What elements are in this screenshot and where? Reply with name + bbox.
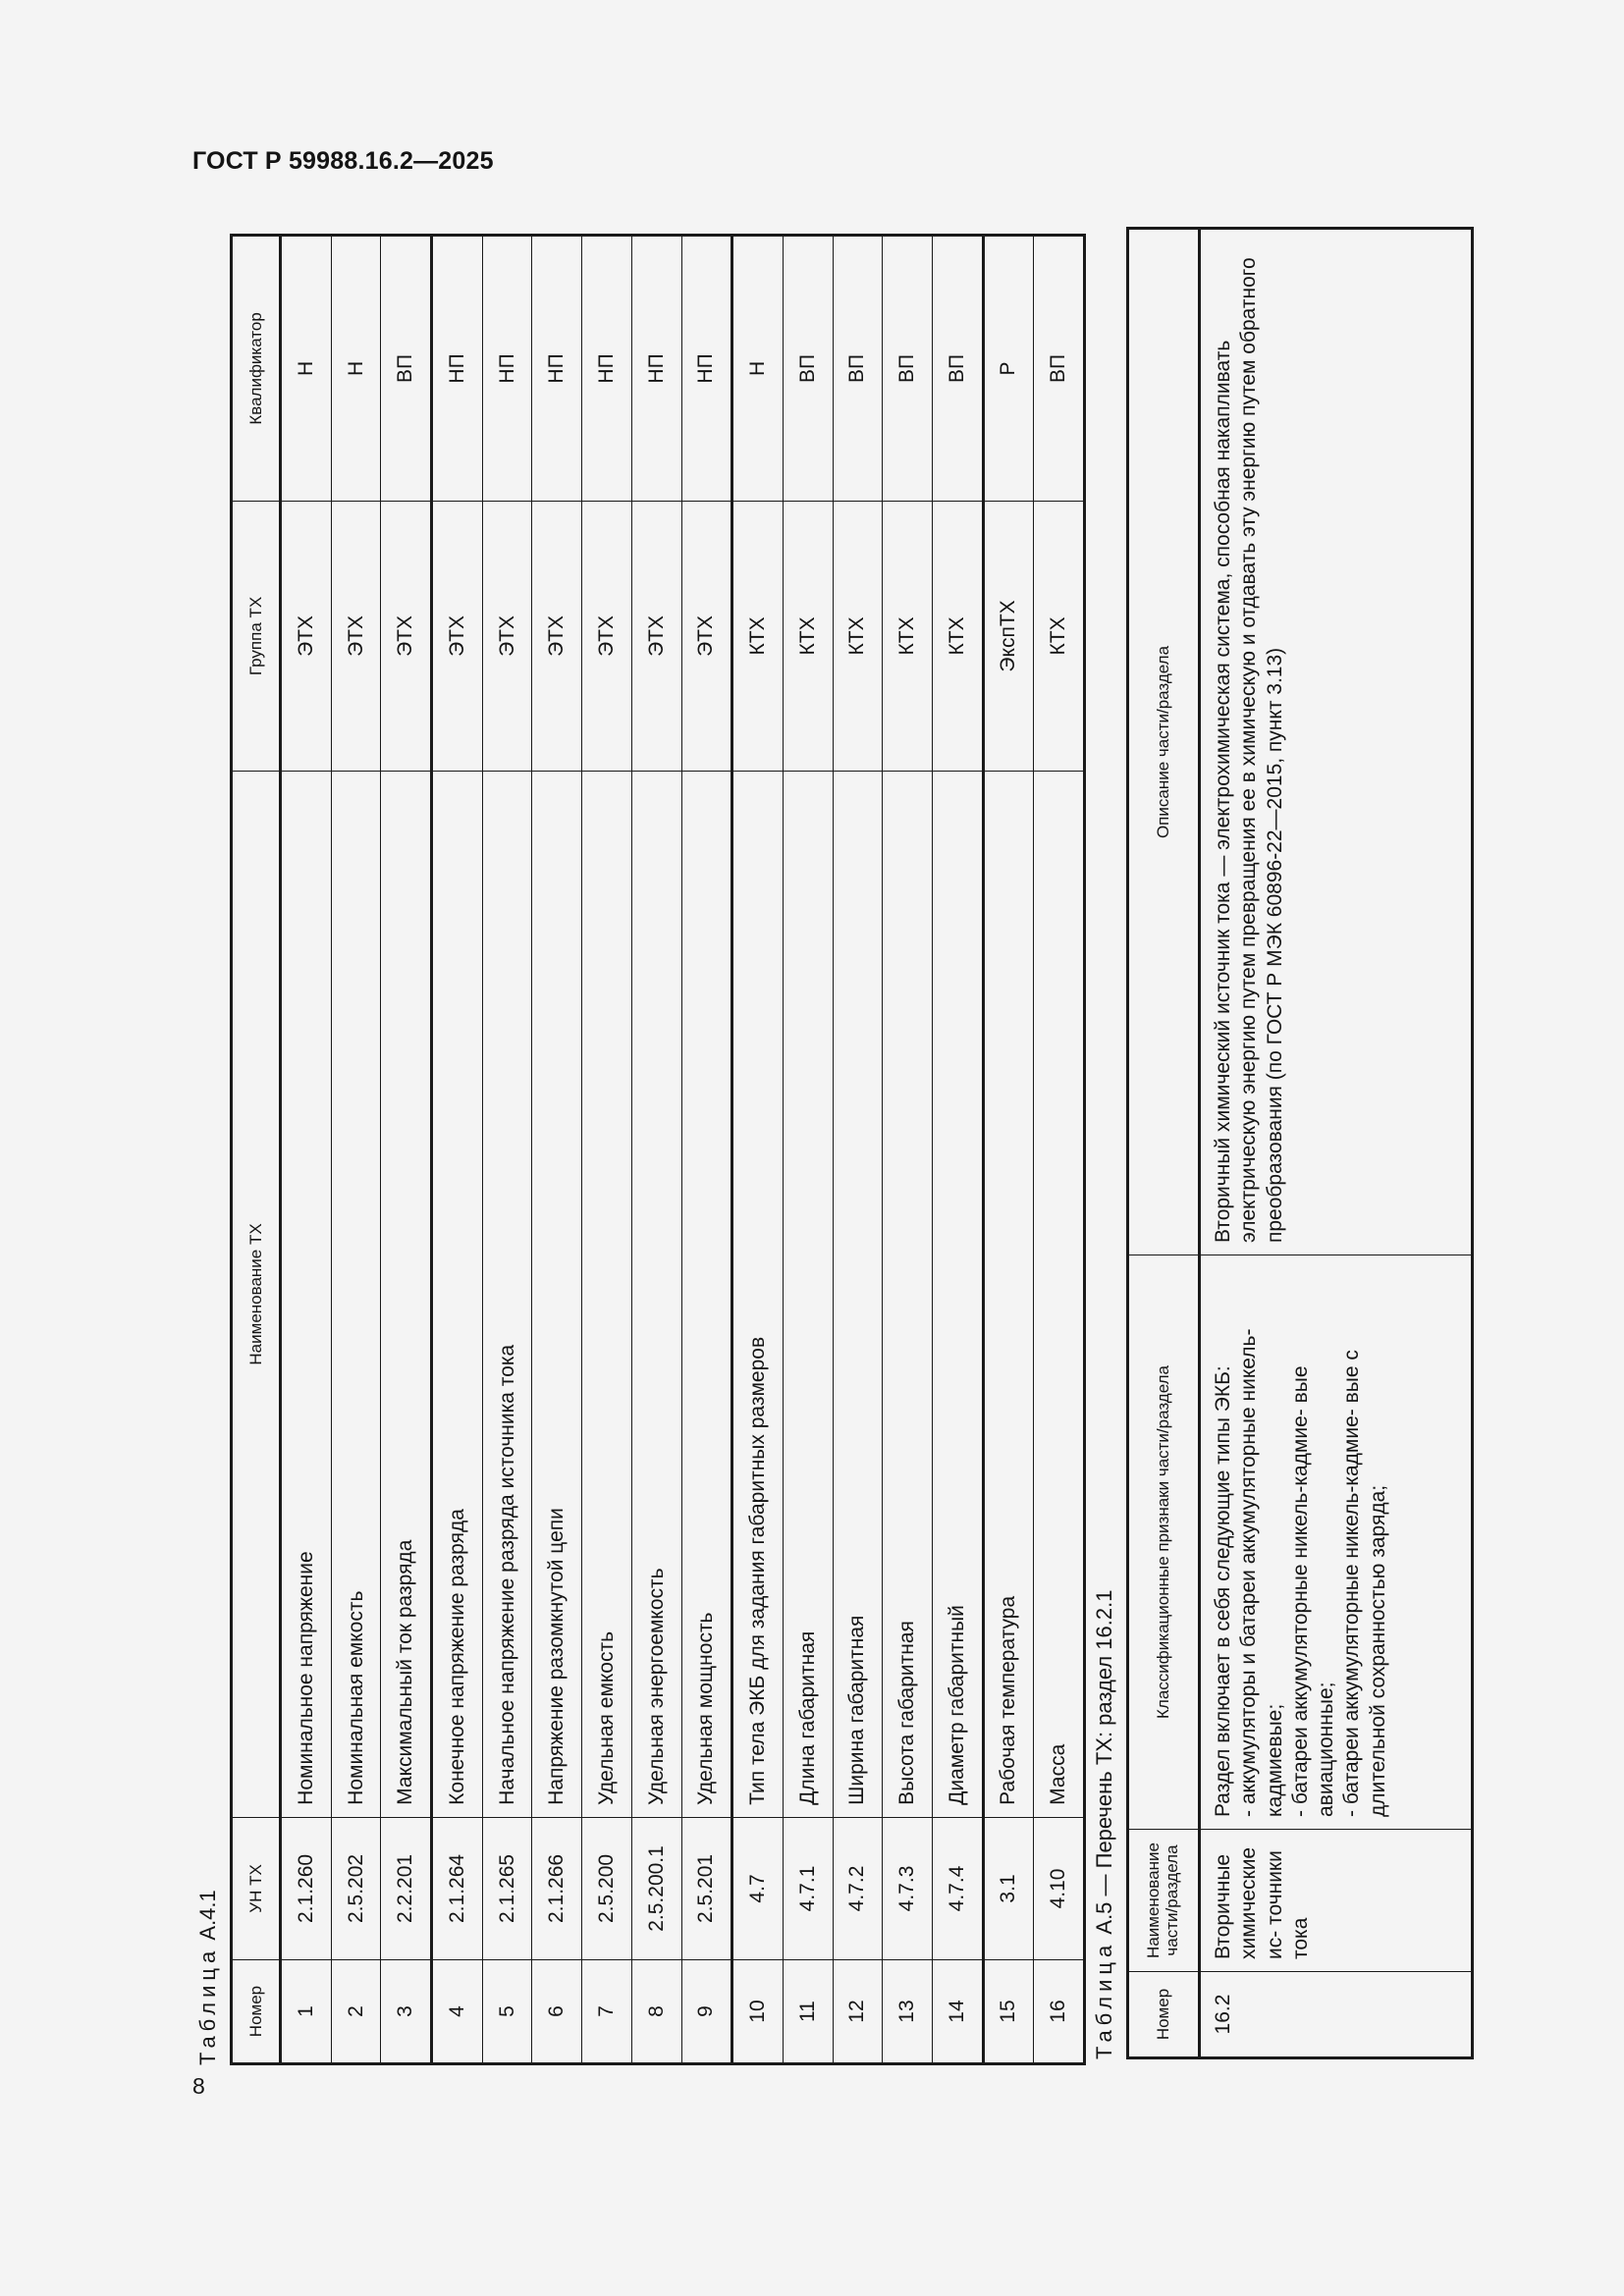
feature-line: Раздел включает в себя следующие типы ЭКБ:: [1212, 1365, 1234, 1817]
table-a41: [230, 234, 1086, 2065]
cell-number: 2: [331, 1960, 381, 2064]
cell-qualifier: ВП: [1034, 236, 1085, 502]
cell-name: Удельная мощность: [681, 772, 732, 1818]
cell-name: Диаметр габаритный: [932, 772, 983, 1818]
cell-code: 2.5.200: [582, 1817, 632, 1959]
col-header-features: Классификационные признаки части/раздела: [1128, 1255, 1200, 1830]
cell-name: Рабочая температура: [983, 772, 1034, 1818]
col-header-description: Описание части/раздела: [1128, 229, 1200, 1255]
cell-number: 14: [932, 1960, 983, 2064]
col-header-qualifier: Квалификатор: [232, 236, 281, 502]
cell-name: Начальное напряжение разряда источника тока: [482, 772, 532, 1818]
col-header-code: УН ТХ: [232, 1817, 281, 1959]
cell-number: 12: [833, 1960, 883, 2064]
cell-code: 2.2.201: [381, 1817, 432, 1959]
cell-number: 5: [482, 1960, 532, 2064]
cell-name: Тип тела ЭКБ для задания габаритных размеров: [732, 772, 784, 1818]
table-row: [432, 236, 483, 2064]
cell-features: [1200, 1255, 1473, 1830]
cell-name: Номинальное напряжение: [281, 772, 332, 1818]
table-row: [532, 236, 582, 2064]
cell-qualifier: НП: [681, 236, 732, 502]
cell-name: Номинальная емкость: [331, 772, 381, 1818]
table-row: [681, 236, 732, 2064]
cell-number: 16: [1034, 1960, 1085, 2064]
cell-qualifier: Р: [983, 236, 1034, 502]
cell-name: Масса: [1034, 772, 1085, 1818]
table-a41-body: [281, 236, 1085, 2064]
cell-code: 4.10: [1034, 1817, 1085, 1959]
cell-qualifier: НП: [482, 236, 532, 502]
cell-group: КТХ: [732, 501, 784, 771]
table-row: [1200, 229, 1473, 2058]
cell-group: ЭТХ: [631, 501, 681, 771]
caption-number: А.4.1: [195, 1890, 220, 1941]
cell-number: 7: [582, 1960, 632, 2064]
table-row: [331, 236, 381, 2064]
col-header-part-name: Наименование части/раздела: [1128, 1830, 1200, 1972]
cell-code: 2.1.260: [281, 1817, 332, 1959]
cell-qualifier: ВП: [883, 236, 933, 502]
cell-code: 4.7.2: [833, 1817, 883, 1959]
table-row: [783, 236, 833, 2064]
cell-group: ЭТХ: [582, 501, 632, 771]
table-row: [381, 236, 432, 2064]
cell-group: КТХ: [783, 501, 833, 771]
cell-group: ЭТХ: [681, 501, 732, 771]
feature-line: - аккумуляторы и батареи аккумуляторные никель-кадмиевые;: [1237, 1328, 1286, 1817]
cell-code: 4.7.3: [883, 1817, 933, 1959]
cell-group: КТХ: [833, 501, 883, 771]
cell-number: 11: [783, 1960, 833, 2064]
cell-group: КТХ: [1034, 501, 1085, 771]
cell-code: 2.5.201: [681, 1817, 732, 1959]
cell-group: ЭТХ: [331, 501, 381, 771]
table-header-row: [232, 236, 281, 2064]
cell-name: Длина габаритная: [783, 772, 833, 1818]
table-row: [732, 236, 784, 2064]
table-a41-caption: [187, 234, 230, 2065]
cell-code: 4.7.1: [783, 1817, 833, 1959]
cell-number: 6: [532, 1960, 582, 2064]
cell-number: 13: [883, 1960, 933, 2064]
col-header-number: Номер: [1128, 1972, 1200, 2058]
cell-qualifier: ВП: [783, 236, 833, 502]
cell-name: Напряжение разомкнутой цепи: [532, 772, 582, 1818]
col-header-number: Номер: [232, 1960, 281, 2064]
cell-number: 3: [381, 1960, 432, 2064]
col-header-name: Наименование ТХ: [232, 772, 281, 1818]
cell-number: 9: [681, 1960, 732, 2064]
cell-code: 2.5.200.1: [631, 1817, 681, 1959]
cell-group: ЭТХ: [482, 501, 532, 771]
cell-code: 2.5.202: [331, 1817, 381, 1959]
cell-group: ЭТХ: [281, 501, 332, 771]
table-row: [482, 236, 532, 2064]
cell-number: 1: [281, 1960, 332, 2064]
cell-qualifier: Н: [732, 236, 784, 502]
cell-group: ЭТХ: [381, 501, 432, 771]
cell-code: 2.1.264: [432, 1817, 483, 1959]
page-number: 8: [192, 2073, 205, 2099]
cell-number: 16.2: [1200, 1972, 1473, 2058]
document-header: ГОСТ Р 59988.16.2—2025: [192, 147, 494, 175]
cell-group: КТХ: [883, 501, 933, 771]
cell-code: 2.1.265: [482, 1817, 532, 1959]
cell-number: 8: [631, 1960, 681, 2064]
cell-group: ЭкспТХ: [983, 501, 1034, 771]
col-header-group: Группа ТХ: [232, 501, 281, 771]
cell-description: Вторичный химический источник тока — электрохимическая система, способная накапливать электрическую энергию путем превращения ее в химическую и отдавать эту энергию путем обратного преобразования (по ГОСТ Р МЭК 60896-22—2015, пункт 3.13): [1200, 229, 1473, 1255]
cell-number: 10: [732, 1960, 784, 2064]
caption-rest: А.5 — Перечень ТХ: раздел 16.2.1: [1092, 1589, 1116, 1935]
table-row: [1034, 236, 1085, 2064]
cell-part-name: Вторичные химические ис- точники тока: [1200, 1830, 1473, 1972]
cell-name: Удельная энергоемкость: [631, 772, 681, 1818]
table-row: [281, 236, 332, 2064]
cell-qualifier: НП: [432, 236, 483, 502]
cell-qualifier: ВП: [932, 236, 983, 502]
cell-name: Максимальный ток разряда: [381, 772, 432, 1818]
table-row: [631, 236, 681, 2064]
cell-qualifier: НП: [631, 236, 681, 502]
cell-code: 2.1.266: [532, 1817, 582, 1959]
cell-qualifier: ВП: [833, 236, 883, 502]
cell-number: 15: [983, 1960, 1034, 2064]
cell-name: Конечное напряжение разряда: [432, 772, 483, 1818]
cell-qualifier: Н: [281, 236, 332, 502]
cell-qualifier: НП: [582, 236, 632, 502]
table-row: [932, 236, 983, 2064]
cell-name: Ширина габаритная: [833, 772, 883, 1818]
cell-qualifier: Н: [331, 236, 381, 502]
table-row: [883, 236, 933, 2064]
cell-code: 4.7.4: [932, 1817, 983, 1959]
cell-name: Высота габаритная: [883, 772, 933, 1818]
table-row: [983, 236, 1034, 2064]
table-row: [833, 236, 883, 2064]
caption-word: Таблица: [1092, 1940, 1116, 2059]
cell-number: 4: [432, 1960, 483, 2064]
cell-group: КТХ: [932, 501, 983, 771]
cell-group: ЭТХ: [532, 501, 582, 771]
caption-word: Таблица: [195, 1946, 220, 2065]
cell-code: 4.7: [732, 1817, 784, 1959]
feature-line: - батареи аккумуляторные никель-кадмие- вые с длительной сохранностью заряда;: [1340, 1350, 1389, 1817]
cell-qualifier: ВП: [381, 236, 432, 502]
feature-line: - батареи аккумуляторные никель-кадмие- вые авиационные;: [1288, 1365, 1337, 1817]
table-a5: [1126, 227, 1474, 2059]
cell-group: ЭТХ: [432, 501, 483, 771]
cell-qualifier: НП: [532, 236, 582, 502]
table-a5-caption: [1083, 227, 1126, 2059]
cell-code: 3.1: [983, 1817, 1034, 1959]
table-header-row: [1128, 229, 1200, 2058]
cell-name: Удельная емкость: [582, 772, 632, 1818]
table-row: [582, 236, 632, 2064]
